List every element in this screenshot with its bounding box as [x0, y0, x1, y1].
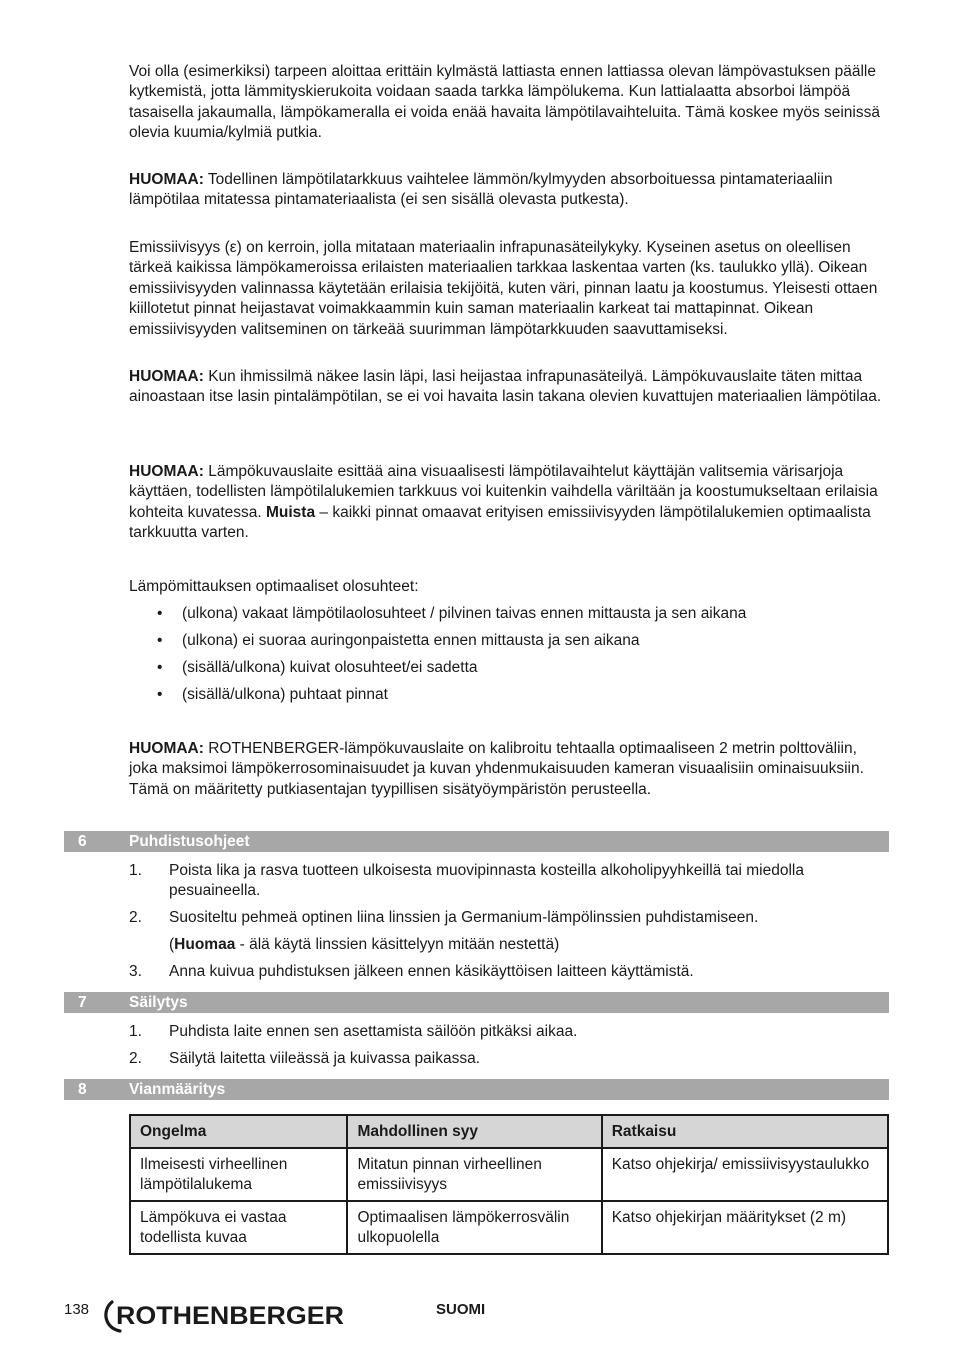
- bullet-icon: •: [157, 632, 163, 649]
- note-paragraph: [129, 462, 889, 544]
- note-label: HUOMAA:: [129, 368, 204, 385]
- list-item: • (sisällä/ulkona) puhtaat pinnat: [129, 685, 889, 712]
- language-label: SUOMI: [436, 1301, 486, 1318]
- list-item: 1. Puhdista laite ennen sen asettamista säilöön pitkäksi aikaa.: [129, 1023, 578, 1040]
- troubleshooting-table: [129, 1114, 889, 1255]
- table-cell: Optimaalisen lämpökerrosvälin ulkopuolella: [347, 1201, 601, 1254]
- section-title: Puhdistusohjeet: [129, 833, 250, 850]
- table-row: [130, 1201, 888, 1254]
- note-text: Kun ihmissilmä näkee lasin läpi, lasi heijastaa infrapunasäteilyä. Lämpökuvauslaite täten mittaa ainoastaan itse lasin pintalämpötilan, se ei voi havaita lasin takana olevien kuvattujen materiaalien lämpötilaa.: [129, 368, 882, 406]
- note-paragraph: [129, 367, 889, 408]
- section-header-storage: [64, 992, 889, 1013]
- cleaning-list: [129, 861, 889, 989]
- section-number: 7: [78, 994, 87, 1011]
- section-title: Vianmääritys: [129, 1081, 226, 1098]
- bullet-icon: •: [157, 659, 163, 676]
- table-row: [130, 1148, 888, 1201]
- note-emphasis: Muista: [266, 503, 316, 521]
- section-header-troubleshooting: [64, 1079, 889, 1100]
- list-item-note: (Huomaa - älä käytä linssien käsittelyyn mitään nestettä): [169, 936, 560, 953]
- column-header: Ongelma: [130, 1115, 347, 1148]
- note-text: – kaikki pinnat omaavat erityisen emissiivisyyden lämpötilalukemien optimaalista tarkkuutta varten.: [129, 503, 871, 542]
- conditions-heading: Lämpömittauksen optimaaliset olosuhteet:: [129, 578, 419, 595]
- table-cell: Mitatun pinnan virheellinen emissiivisyys: [347, 1148, 601, 1201]
- page-number: 138: [64, 1301, 90, 1318]
- table-cell: Ilmeisesti virheellinen lämpötilalukema: [130, 1148, 347, 1201]
- note-paragraph: [129, 739, 889, 800]
- list-item: • (ulkona) vakaat lämpötilaolosuhteet / pilvinen taivas ennen mittausta ja sen aikana: [129, 604, 889, 631]
- storage-list: [129, 1022, 889, 1076]
- note-label: HUOMAA:: [129, 463, 204, 480]
- list-item: 1. Poista lika ja rasva tuotteen ulkoisesta muovipinnasta kosteilla alkoholipyyhkeillä tai miedolla pesuaineella.: [129, 862, 804, 900]
- note-text: Lämpökuvauslaite esittää aina visuaalisesti lämpötilavaihtelut käyttäjän valitsemia värisarjoja käyttäen, todellisten lämpötilalukemien tarkkuus voi kuitenkin vaihdella väriltään ja koostumukseltaan erilaisia kohteita kuvatessa.: [129, 463, 878, 521]
- note-label: HUOMAA:: [129, 740, 204, 757]
- emissivity-paragraph: Emissiivisyys (ε) on kerroin, jolla mitataan materiaalin infrapunasäteilykyky. Kyseinen asetus on oleellisen tärkeä kaikissa lämpökameroissa erilaisten materiaalien tarkkaa laskentaa varten (ks. taulukko yllä). Oikean emissiivisyyden valinnassa käytetään erilaisia tekijöitä, kuten väri, pinnan laatu ja koostumus. Yleisesti ottaen kiillotetut pinnat heijastavat voimakkaammin kuin saman materiaalin karkeat tai mattapinnat. Oikean emissiivisyyden valitseminen on tärkeää suurimman lämpötarkkuuden saavuttamiseksi.: [129, 239, 878, 338]
- note-emphasis: Huomaa: [174, 936, 236, 953]
- note-paragraph: [129, 170, 889, 211]
- note-text: Todellinen lämpötilatarkkuus vaihtelee lämmön/kylmyyden absorboituessa pintamateriaaliin lämpötilaa mitatessa pintamateriaalista (ei sen sisällä olevasta putkesta).: [129, 171, 833, 209]
- section-number: 8: [78, 1081, 87, 1098]
- table-cell: Katso ohjekirja/ emissiivisyystaulukko: [602, 1148, 888, 1201]
- column-header: Ratkaisu: [602, 1115, 888, 1148]
- list-item: • (ulkona) ei suoraa auringonpaistetta ennen mittausta ja sen aikana: [129, 631, 889, 658]
- list-item: • (sisällä/ulkona) kuivat olosuhteet/ei sadetta: [129, 658, 889, 685]
- list-item: 2. Suositeltu pehmeä optinen liina linssien ja Germanium-lämpölinssien puhdistamiseen.: [129, 909, 759, 926]
- section-number: 6: [78, 833, 87, 850]
- bullet-icon: •: [157, 605, 163, 622]
- bullet-icon: •: [157, 686, 163, 703]
- section-header-cleaning: [64, 831, 889, 852]
- table-header-row: [130, 1115, 888, 1148]
- column-header: Mahdollinen syy: [347, 1115, 601, 1148]
- conditions-list: [129, 604, 889, 712]
- list-item: 3. Anna kuivua puhdistuksen jälkeen ennen käsikäyttöisen laitteen käyttämistä.: [129, 963, 694, 980]
- note-text: ROTHENBERGER-lämpökuvauslaite on kalibroitu tehtaalla optimaaliseen 2 metrin polttoväliin, joka maksimoi lämpökerrosominaisuudet ja kuvan yhdenmukaisuuden kameran visuaalisiin ominaisuuksiin. Tämä on määritetty putkiasentajan tyypillisen sisätyöympäristön perusteella.: [129, 740, 864, 798]
- intro-paragraph: Voi olla (esimerkiksi) tarpeen aloittaa erittäin kylmästä lattiasta ennen lattiassa olevan lämpövastuksen päälle kytkemistä, jotta lämmityskierukoita voidaan saada tarkka lämpölukema. Kun lattialaatta absorboi lämpöä tasaisella jakaumalla, lämpökameralla ei voida enää havaita lämpötilavaihteluita. Tämä koskee myös seinissä olevia kuumia/kylmiä putkia.: [129, 63, 880, 142]
- table-cell: Lämpökuva ei vastaa todellista kuvaa: [130, 1201, 347, 1254]
- note-label: HUOMAA:: [129, 171, 204, 188]
- brand-text: ROTHENBERGER: [116, 1302, 344, 1330]
- table-cell: Katso ohjekirjan määritykset (2 m): [602, 1201, 888, 1254]
- rothenberger-logo: [100, 1296, 350, 1336]
- list-item: 2. Säilytä laitetta viileässä ja kuivassa paikassa.: [129, 1050, 481, 1067]
- section-title: Säilytys: [129, 994, 188, 1011]
